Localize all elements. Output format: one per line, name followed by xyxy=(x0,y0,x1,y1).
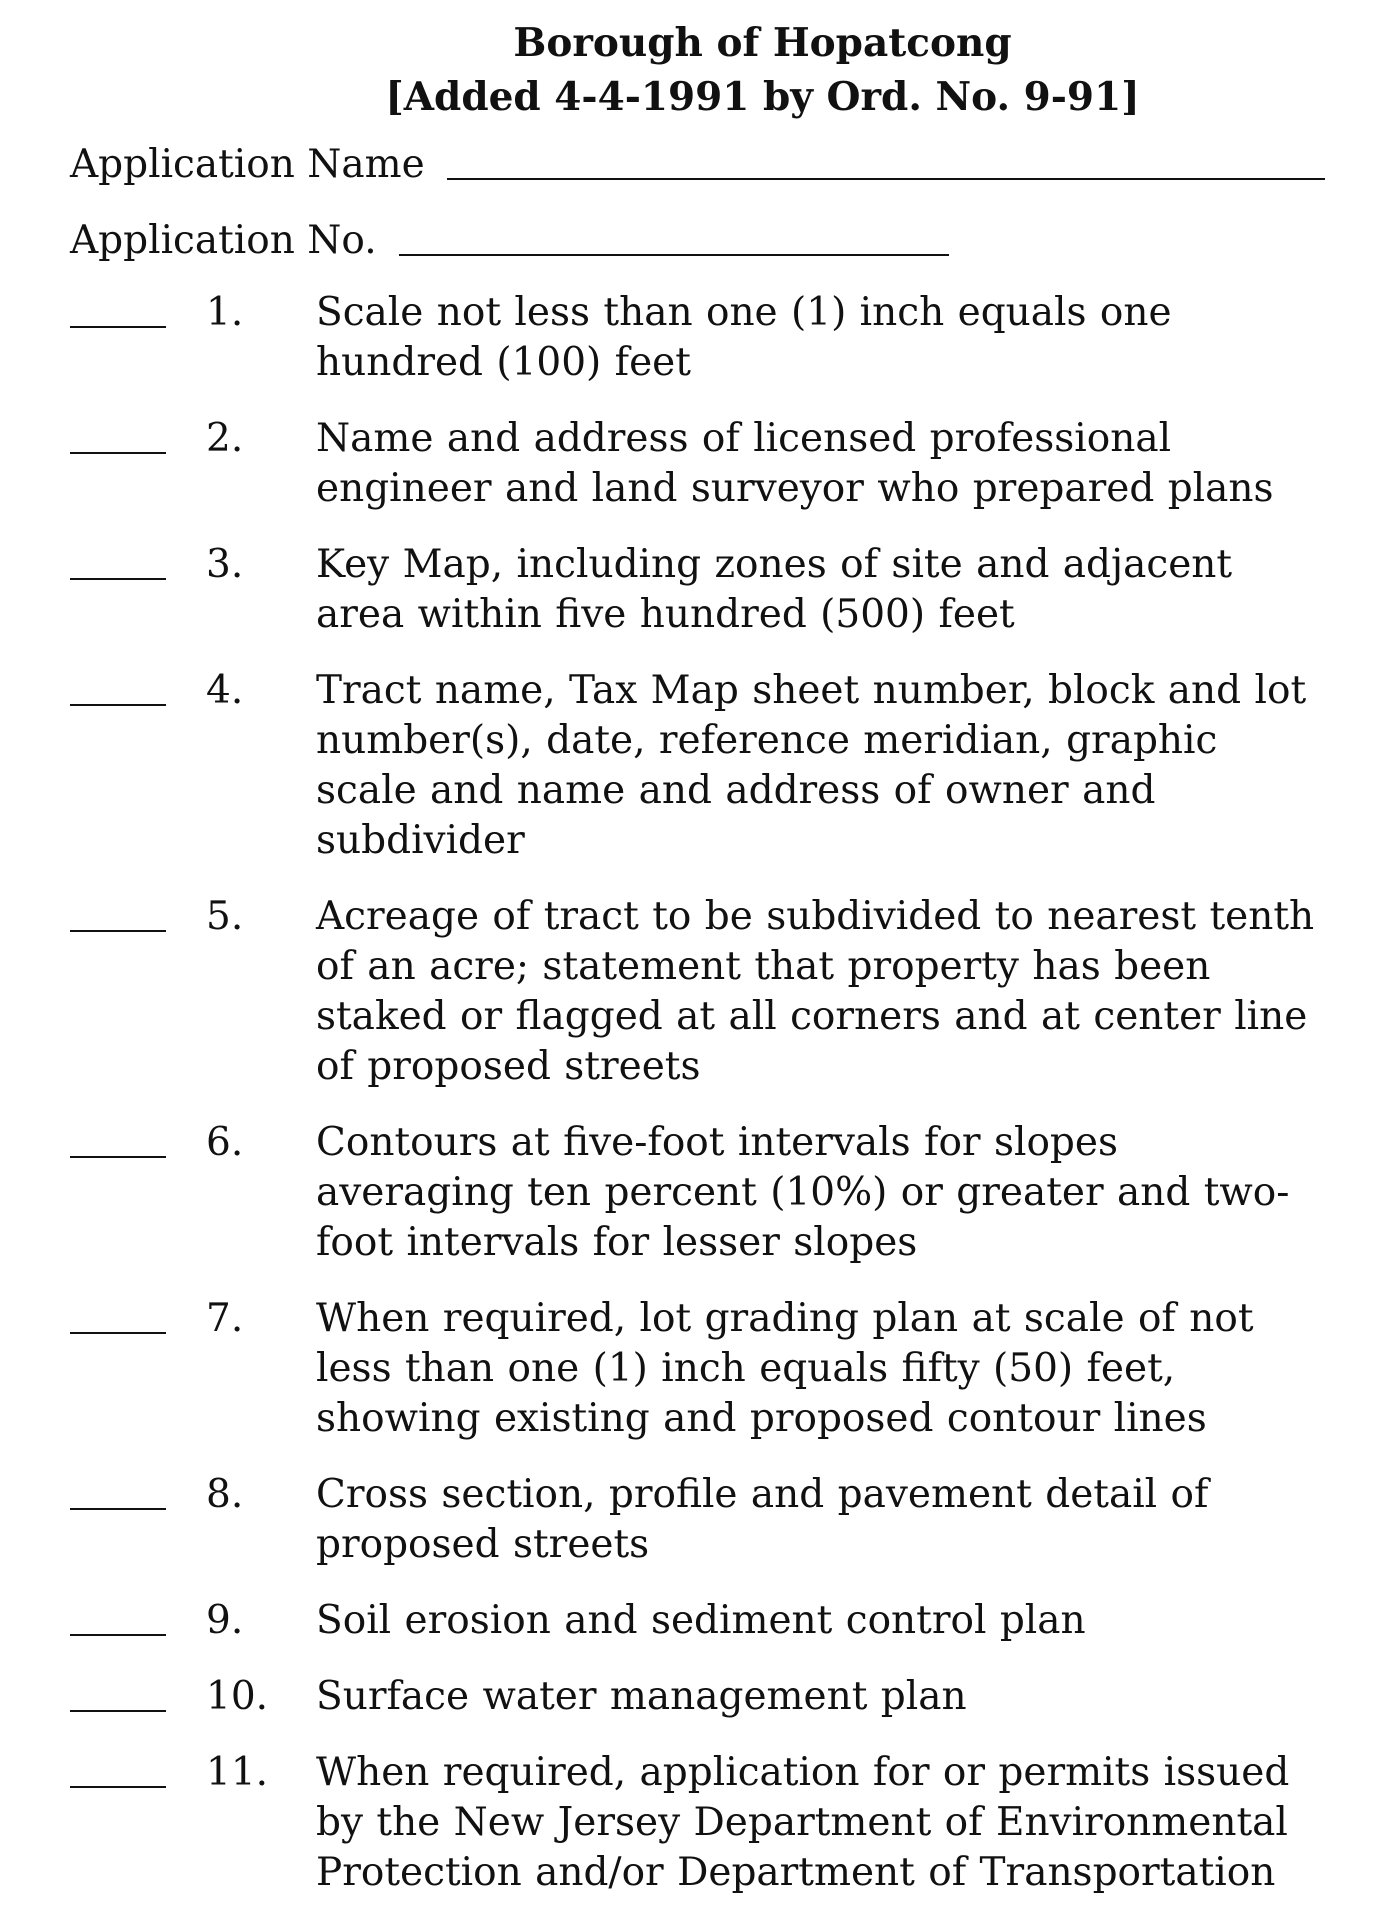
checklist-blank[interactable] xyxy=(70,704,166,706)
checklist-number: 1. xyxy=(206,290,244,335)
checklist-text: Acreage of tract to be subdivided to nearest tenth of an acre; statement that property has been staked or flagged at all corners and at center line of proposed streets xyxy=(316,894,1315,1089)
application-name-label: Application Name xyxy=(70,142,425,187)
checklist-number: 4. xyxy=(206,668,244,713)
checklist-blank[interactable] xyxy=(70,1634,166,1636)
checklist-item xyxy=(70,1748,1325,1898)
checklist-number: 2. xyxy=(206,416,244,461)
checklist-text: Name and address of licensed professional engineer and land surveyor who prepared plans xyxy=(316,416,1274,511)
checklist-item xyxy=(70,1294,1325,1444)
checklist-text: Tract name, Tax Map sheet number, block and lot number(s), date, reference meridian, graphic scale and name and address of owner and subdivider xyxy=(316,668,1307,863)
checklist-text: Key Map, including zones of site and adjacent area within five hundred (500) feet xyxy=(316,542,1233,637)
checklist-item xyxy=(70,1672,1325,1722)
checklist-number: 6. xyxy=(206,1120,244,1165)
application-no-label: Application No. xyxy=(70,218,377,263)
checklist-text: Contours at five-foot intervals for slopes averaging ten percent (10%) or greater and two-foot intervals for lesser slopes xyxy=(316,1120,1290,1265)
checklist-number: 9. xyxy=(206,1598,244,1643)
checklist-number: 11. xyxy=(206,1750,269,1795)
checklist-text: When required, lot grading plan at scale of not less than one (1) inch equals fifty (50) feet, showing existing and proposed contour lines xyxy=(316,1296,1254,1441)
checklist-item xyxy=(70,1596,1325,1646)
checklist-item xyxy=(70,1470,1325,1570)
checklist-item xyxy=(70,288,1325,388)
checklist-text: When required, application for or permits issued by the New Jersey Department of Environmental Protection and/or Department of Transportation xyxy=(316,1750,1290,1895)
checklist-blank[interactable] xyxy=(70,452,166,454)
document-header xyxy=(70,0,1325,124)
application-name-blank[interactable] xyxy=(447,178,1325,180)
application-no-row xyxy=(70,216,1325,266)
application-no-blank[interactable] xyxy=(399,254,949,256)
document-subtitle: [Added 4-4-1991 by Ord. No. 9-91] xyxy=(385,74,1140,120)
checklist-item xyxy=(70,666,1325,866)
checklist-blank[interactable] xyxy=(70,1332,166,1334)
checklist-number: 7. xyxy=(206,1296,244,1341)
checklist-blank[interactable] xyxy=(70,1156,166,1158)
checklist-item xyxy=(70,414,1325,514)
checklist-blank[interactable] xyxy=(70,1508,166,1510)
checklist xyxy=(70,288,1325,1898)
checklist-number: 3. xyxy=(206,542,244,587)
checklist-item xyxy=(70,1118,1325,1268)
checklist-text: Cross section, profile and pavement detail of proposed streets xyxy=(316,1472,1209,1567)
checklist-blank[interactable] xyxy=(70,1710,166,1712)
checklist-blank[interactable] xyxy=(70,578,166,580)
checklist-blank[interactable] xyxy=(70,930,166,932)
checklist-item xyxy=(70,540,1325,640)
checklist-blank[interactable] xyxy=(70,1786,166,1788)
checklist-text: Soil erosion and sediment control plan xyxy=(316,1598,1086,1643)
checklist-text: Surface water management plan xyxy=(316,1674,967,1719)
checklist-blank[interactable] xyxy=(70,326,166,328)
checklist-item xyxy=(70,892,1325,1092)
checklist-number: 5. xyxy=(206,894,244,939)
checklist-text: Scale not less than one (1) inch equals one hundred (100) feet xyxy=(316,290,1172,385)
checklist-number: 10. xyxy=(206,1674,269,1719)
document-title: Borough of Hopatcong xyxy=(513,20,1012,66)
application-name-row xyxy=(70,140,1325,190)
checklist-number: 8. xyxy=(206,1472,244,1517)
